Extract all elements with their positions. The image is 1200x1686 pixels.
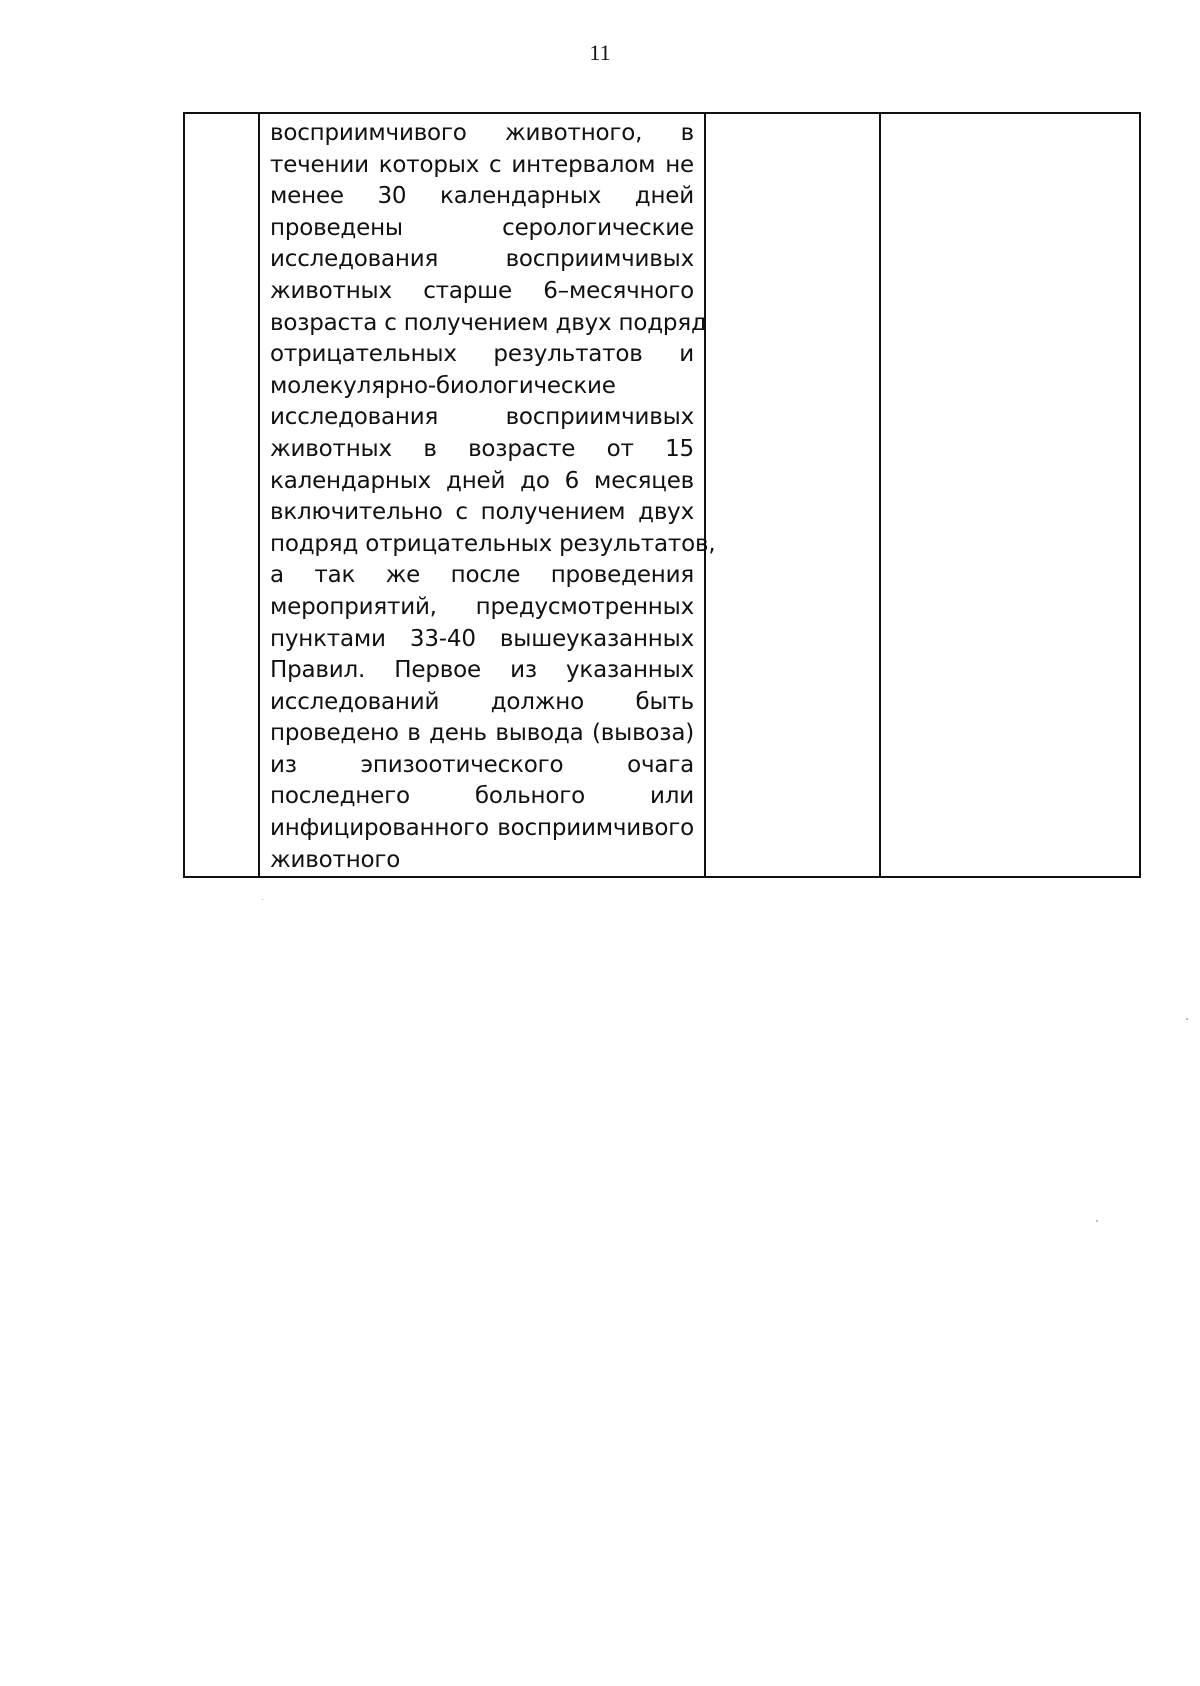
- table-cell-empty: [705, 113, 880, 877]
- text-line: течении которых с интервалом не: [270, 151, 694, 178]
- text-line: календарных дней до 6 месяцев: [270, 467, 694, 494]
- text-line: подряд отрицательных результатов,: [270, 530, 716, 557]
- text-line: исследований должно быть: [270, 688, 694, 715]
- table-row: [184, 113, 1140, 877]
- text-line: а так же после проведения: [270, 562, 694, 589]
- description-text: [260, 114, 716, 876]
- text-line: мероприятий, предусмотренных: [270, 593, 694, 620]
- text-line: проведены серологические: [270, 214, 694, 241]
- text-line: возраста с получением двух подряд: [270, 309, 707, 336]
- text-line: Правил. Первое из указанных: [270, 657, 694, 684]
- text-line: животных в возрасте от 15: [270, 435, 694, 462]
- text-line: последнего больного или: [270, 783, 694, 810]
- text-line: исследования восприимчивых: [270, 404, 694, 431]
- table-cell-number: [184, 113, 259, 877]
- scan-speck: [1096, 1220, 1098, 1222]
- text-line: отрицательных результатов и: [270, 341, 694, 368]
- text-line: восприимчивого животного, в: [270, 120, 694, 146]
- text-line: менее 30 календарных дней: [270, 183, 694, 210]
- text-line: включительно с получением двух: [270, 499, 694, 526]
- text-line: инфицированного восприимчивого: [270, 815, 694, 842]
- text-line: животных старше 6–месячного: [270, 277, 694, 304]
- page-number: 11: [589, 40, 611, 65]
- text-line: животного: [270, 846, 401, 873]
- table-cell-description: [259, 113, 716, 877]
- text-line: молекулярно-биологические: [270, 372, 616, 399]
- document-table: [183, 112, 1141, 878]
- scan-speck: [262, 899, 263, 900]
- text-line: из эпизоотического очага: [270, 751, 694, 778]
- text-line: проведено в день вывода (вывоза): [270, 720, 694, 747]
- text-line: пунктами 33-40 вышеуказанных: [270, 625, 694, 652]
- table-cell-empty: [880, 113, 1140, 877]
- scan-speck: [1186, 1018, 1188, 1020]
- text-line: исследования восприимчивых: [270, 246, 694, 273]
